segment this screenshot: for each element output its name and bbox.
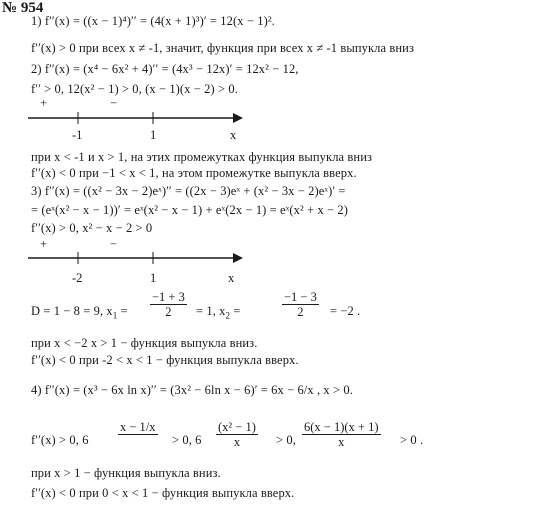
equals-2: = <box>230 304 241 318</box>
svg-text:+: + <box>40 237 48 251</box>
problem-number: № 954 <box>2 0 44 16</box>
line-14-start: f′′(x) > 0, 6 <box>31 433 89 447</box>
svg-text:+: + <box>40 96 48 110</box>
line-10-end: = −2 . <box>330 304 361 318</box>
line-14-mid2: > 0, <box>276 433 296 447</box>
axis-arrow-1 <box>233 113 243 123</box>
sign-plus-1 <box>40 96 47 110</box>
fraction-4a-num: x − 1/x <box>120 420 156 434</box>
line-10-mid: = 1, $x_2$ = <box>196 304 241 321</box>
sign-minus-2 <box>110 237 117 251</box>
fraction-x1-den: 2 <box>165 305 172 319</box>
fraction-x1-num: −1 + 3 <box>152 290 185 304</box>
sign-plus-2 <box>40 237 47 251</box>
tick-label-1b: 1 <box>150 128 157 142</box>
fraction-4b-den: x <box>233 435 241 449</box>
svg-text:−: − <box>110 237 118 251</box>
tick-label-1a: -1 <box>72 128 83 142</box>
line-13: 4) f′′(x) = (x³ − 6x ln x)′′ = (3x² − 6ln x − 6)′ = 6x − 6/x , x > 0. <box>31 383 353 397</box>
line-8: = (eˣ(x² − x − 1))′ = eˣ(x² − x − 1) + eˣ(2x − 1) = eˣ(x² + x − 2) <box>31 203 349 217</box>
line-4: f′′ > 0, 12(x² − 1) > 0, (x − 1)(x − 2) > 0. <box>31 82 238 96</box>
fraction-4a <box>118 420 158 435</box>
fraction-4c <box>302 420 381 449</box>
line-2: f′′(x) > 0 при всех x ≠ -1, значит, функция при всех x ≠ -1 выпукла вниз <box>31 41 415 55</box>
line-15: при x > 1 − функция выпукла вниз. <box>31 466 221 480</box>
line-12: f′′(x) < 0 при -2 < x < 1 − функция выпукла вверх. <box>31 353 299 367</box>
equals-1: = <box>117 304 128 318</box>
fraction-4c-den: x <box>338 435 345 449</box>
line-14-end: > 0 . <box>400 433 424 447</box>
fraction-4b <box>216 420 258 449</box>
sign-minus-1 <box>110 96 117 110</box>
axis-label-1: x <box>230 128 237 142</box>
fraction-x1 <box>150 290 187 319</box>
axis-label-2: x <box>228 271 235 285</box>
svg-text:−: − <box>110 96 118 110</box>
fraction-x2-den: 2 <box>297 305 304 319</box>
fraction-x2 <box>282 290 319 319</box>
line-14-mid: > 0, 6 <box>172 433 202 447</box>
line-3: 2) f′′(x) = (x⁴ − 6x² + 4)′′ = (4x³ − 12x)′ = 12x² − 12, <box>31 62 299 76</box>
line-1: 1) f′′(x) = ((x − 1)⁴)′′ = (4(x + 1)³)′ = 12(x − 1)². <box>31 14 275 28</box>
discriminant-text: D = 1 − 8 = 9, x <box>31 304 113 318</box>
number-line-1 <box>28 95 258 145</box>
fraction-x2-num: −1 − 3 <box>284 290 317 304</box>
line-7: 3) f′′(x) = ((x² − 3x − 2)eˣ)′′ = ((2x − 3)eˣ + (x² − 3x − 2)eˣ)′ = <box>31 184 346 198</box>
line-11: при x < −2 x > 1 − функция выпукла вниз. <box>31 336 258 350</box>
line-6: f′′(x) < 0 при −1 < x < 1, на этом промежутке выпукла вверх. <box>31 166 357 180</box>
number-line-2 <box>28 236 258 288</box>
line-9: f′′(x) > 0, x² − x − 2 > 0 <box>31 221 153 235</box>
tick-label-2b: 1 <box>150 271 157 285</box>
root-1-text: = 1, x <box>196 304 226 318</box>
line-16: f′′(x) < 0 при 0 < x < 1 − функция выпукла вверх. <box>31 486 295 500</box>
line-10: D = 1 − 8 = 9, $x_1$ = <box>31 304 128 321</box>
line-5: при x < -1 и x > 1, на этих промежутках функция выпукла вниз <box>31 150 373 164</box>
fraction-4b-num: (x² − 1) <box>218 420 256 434</box>
tick-label-2a: -2 <box>72 271 83 285</box>
fraction-4c-num: 6(x − 1)(x + 1) <box>304 420 379 434</box>
axis-arrow-2 <box>233 253 243 263</box>
